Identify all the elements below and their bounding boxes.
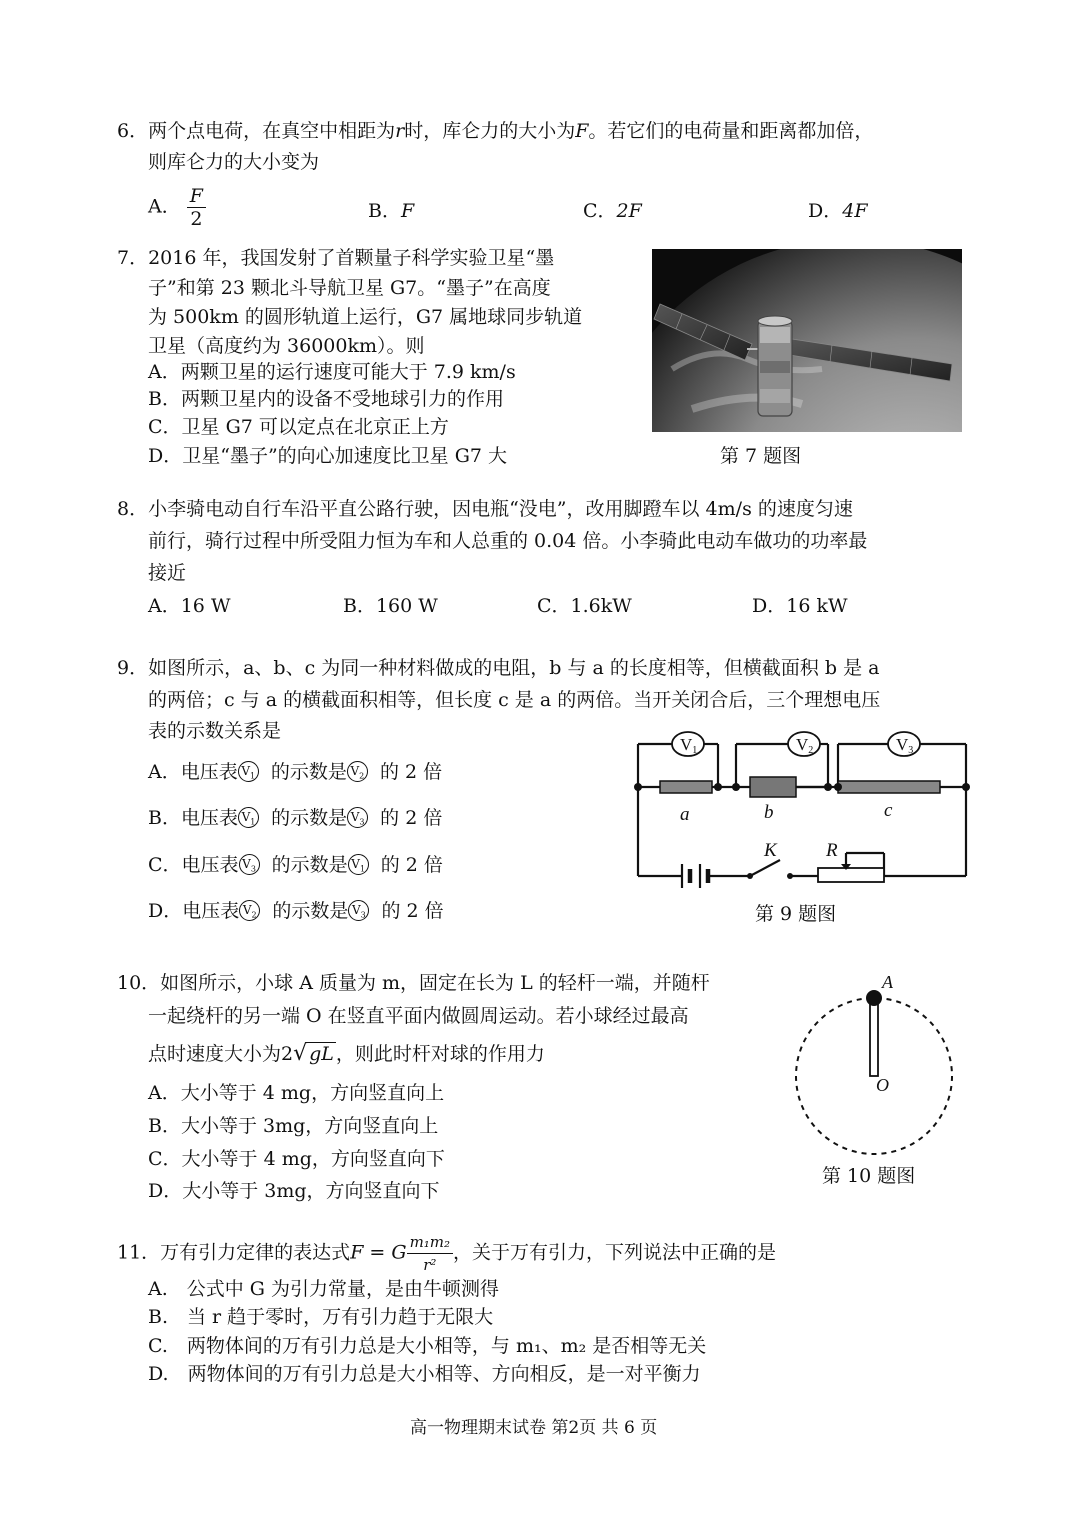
q11-option-c: C. 两物体间的万有引力总是大小相等，与 m₁、m₂ 是否相等无关 (148, 1335, 707, 1357)
q6-option-a: A． $\frac{F}{2}$ (148, 185, 206, 230)
light-rod (870, 1002, 878, 1076)
satellite-photo (652, 249, 962, 432)
q9-option-c: C．电压表 $V_3$ 的示数是 $V_1$ 的 2 倍 (148, 854, 443, 876)
label-k: K (764, 840, 777, 861)
q11-option-a: A. 公式中 G 为引力常量，是由牛顿测得 (148, 1278, 500, 1300)
q10-option-d: D．大小等于 3mg，方向竖直向下 (148, 1180, 440, 1202)
resistor-a (660, 781, 712, 793)
rheostat-r (818, 868, 884, 882)
q9-figure-caption: 第 9 题图 (755, 903, 837, 925)
q10-stem-line2: 一起绕杆的另一端 O 在竖直平面内做圆周运动。若小球经过最高 (148, 1005, 689, 1027)
q7-stem-line3: 为 500km 的圆形轨道上运行，G7 属地球同步轨道 (148, 306, 583, 328)
q8-stem-line1: 8．小李骑电动自行车沿平直公路行驶，因电瓶“没电”，改用脚蹬车以 4m/s 的速度匀速 (117, 498, 853, 520)
q6-option-c: C．2F (583, 200, 642, 222)
q9-option-a: A．电压表 $V_1$ 的示数是 $V_2$ 的 2 倍 (148, 761, 443, 783)
q9-stem-line2: 的两倍；c 与 a 的横截面积相等，但长度 c 是 a 的两倍。当开关闭合后，三个理想电压 (148, 689, 881, 711)
voltmeter-icon: $V_1$ (238, 807, 259, 828)
q6-option-d: D．4F (808, 200, 868, 222)
q10-option-a: A．大小等于 4 mg，方向竖直向上 (148, 1082, 445, 1104)
q10-option-b: B．大小等于 3mg，方向竖直向上 (148, 1115, 439, 1137)
svg-text:V3: V3 (896, 735, 914, 756)
q11-stem: 11．万有引力定律的表达式F = G $\frac{\text{m₁m₂}}{\text{r²}}$ ，关于万有引力，下列说法中正确的是 (117, 1233, 777, 1274)
q7-option-c: C．卫星 G7 可以定点在北京正上方 (148, 416, 449, 438)
resistor-c (838, 781, 940, 793)
voltmeter-icon: $V_2$ (347, 761, 368, 782)
q10-option-c: C．大小等于 4 mg，方向竖直向下 (148, 1148, 445, 1170)
q8-option-b: B．160 W (343, 595, 438, 617)
q7-option-a: A．两颗卫星的运行速度可能大于 7.9 km/s (148, 361, 516, 383)
q7-figure-caption: 第 7 题图 (720, 445, 802, 467)
q11-option-d: D. 两物体间的万有引力总是大小相等、方向相反，是一对平衡力 (148, 1363, 701, 1385)
q8-stem-line2: 前行，骑行过程中所受阻力恒为车和人总重的 0.04 倍。小李骑此电动车做功的功率最 (148, 530, 868, 552)
q9-stem-line3: 表的示数关系是 (148, 720, 282, 742)
label-r: R (826, 840, 838, 861)
q9-option-d: D．电压表 $V_2$ 的示数是 $V_3$ 的 2 倍 (148, 900, 444, 922)
q8-option-d: D．16 kW (752, 595, 848, 617)
svg-text:V2: V2 (796, 735, 814, 756)
voltmeter-icon: $V_3$ (239, 854, 260, 875)
q8-stem-line3: 接近 (148, 562, 187, 584)
q11-formula-fraction: $\frac{\text{m₁m₂}}{\text{r²}}$ (407, 1231, 453, 1276)
resistor-b (750, 777, 796, 797)
q7-option-b: B．两颗卫星内的设备不受地球引力的作用 (148, 388, 504, 410)
q7-option-d: D．卫星“墨子”的向心加速度比卫星 G7 大 (148, 445, 508, 467)
voltmeter-icon: $V_1$ (238, 761, 259, 782)
q10-stem-line1: 10．如图所示，小球 A 质量为 m，固定在长为 L 的轻杆一端，并随杆 (117, 972, 710, 994)
q9-option-b: B．电压表 $V_1$ 的示数是 $V_3$ 的 2 倍 (148, 807, 443, 829)
q7-stem-line2: 子”和第 23 颗北斗导航卫星 G7。“墨子”在高度 (148, 277, 551, 299)
voltmeter-v2 (788, 732, 820, 756)
q6-stem-line1: 6．两个点电荷，在真空中相距为r时，库仑力的大小为F。若它们的电荷量和距离都加倍， (117, 120, 874, 142)
q10-figure-caption: 第 10 题图 (822, 1165, 916, 1187)
voltmeter-v3 (888, 732, 920, 756)
q10-stem-line3: 点时速度大小为2√ gL ，则此时杆对球的作用力 (148, 1041, 545, 1066)
circuit-diagram (630, 730, 975, 890)
label-o: O (876, 1075, 889, 1095)
svg-text:V1: V1 (680, 735, 698, 756)
label-a: a (680, 804, 690, 825)
label-a: A (882, 972, 893, 992)
label-c: c (884, 800, 893, 821)
q6-option-b: B．F (368, 200, 415, 222)
page-footer: 高一物理期末试卷 第2页 共 6 页 (410, 1418, 658, 1438)
q7-stem-line4: 卫星（高度约为 36000km）。则 (148, 335, 425, 357)
voltmeter-v1 (672, 732, 704, 756)
q6-fraction: $\frac{F}{2}$ (187, 185, 206, 230)
satellite-body (758, 316, 792, 416)
battery-icon (682, 864, 708, 888)
voltmeter-icon: $V_2$ (239, 900, 260, 921)
q8-option-c: C．1.6kW (537, 595, 632, 617)
q7-stem-line1: 7．2016 年，我国发射了首颗量子科学实验卫星“墨 (117, 247, 555, 269)
ball-a (866, 990, 882, 1006)
q11-option-b: B. 当 r 趋于零时，万有引力趋于无限大 (148, 1306, 494, 1328)
voltmeter-icon: $V_1$ (348, 854, 369, 875)
q6-stem-line2: 则库仑力的大小变为 (148, 151, 320, 173)
label-b: b (764, 802, 774, 823)
q9-stem-line1: 9．如图所示，a、b、c 为同一种材料做成的电阻，b 与 a 的长度相等，但横截面积 b 是 a (117, 657, 880, 679)
voltmeter-icon: $V_3$ (347, 807, 368, 828)
circular-motion-diagram (790, 968, 960, 1163)
voltmeter-icon: $V_3$ (348, 900, 369, 921)
q8-option-a: A．16 W (148, 595, 231, 617)
